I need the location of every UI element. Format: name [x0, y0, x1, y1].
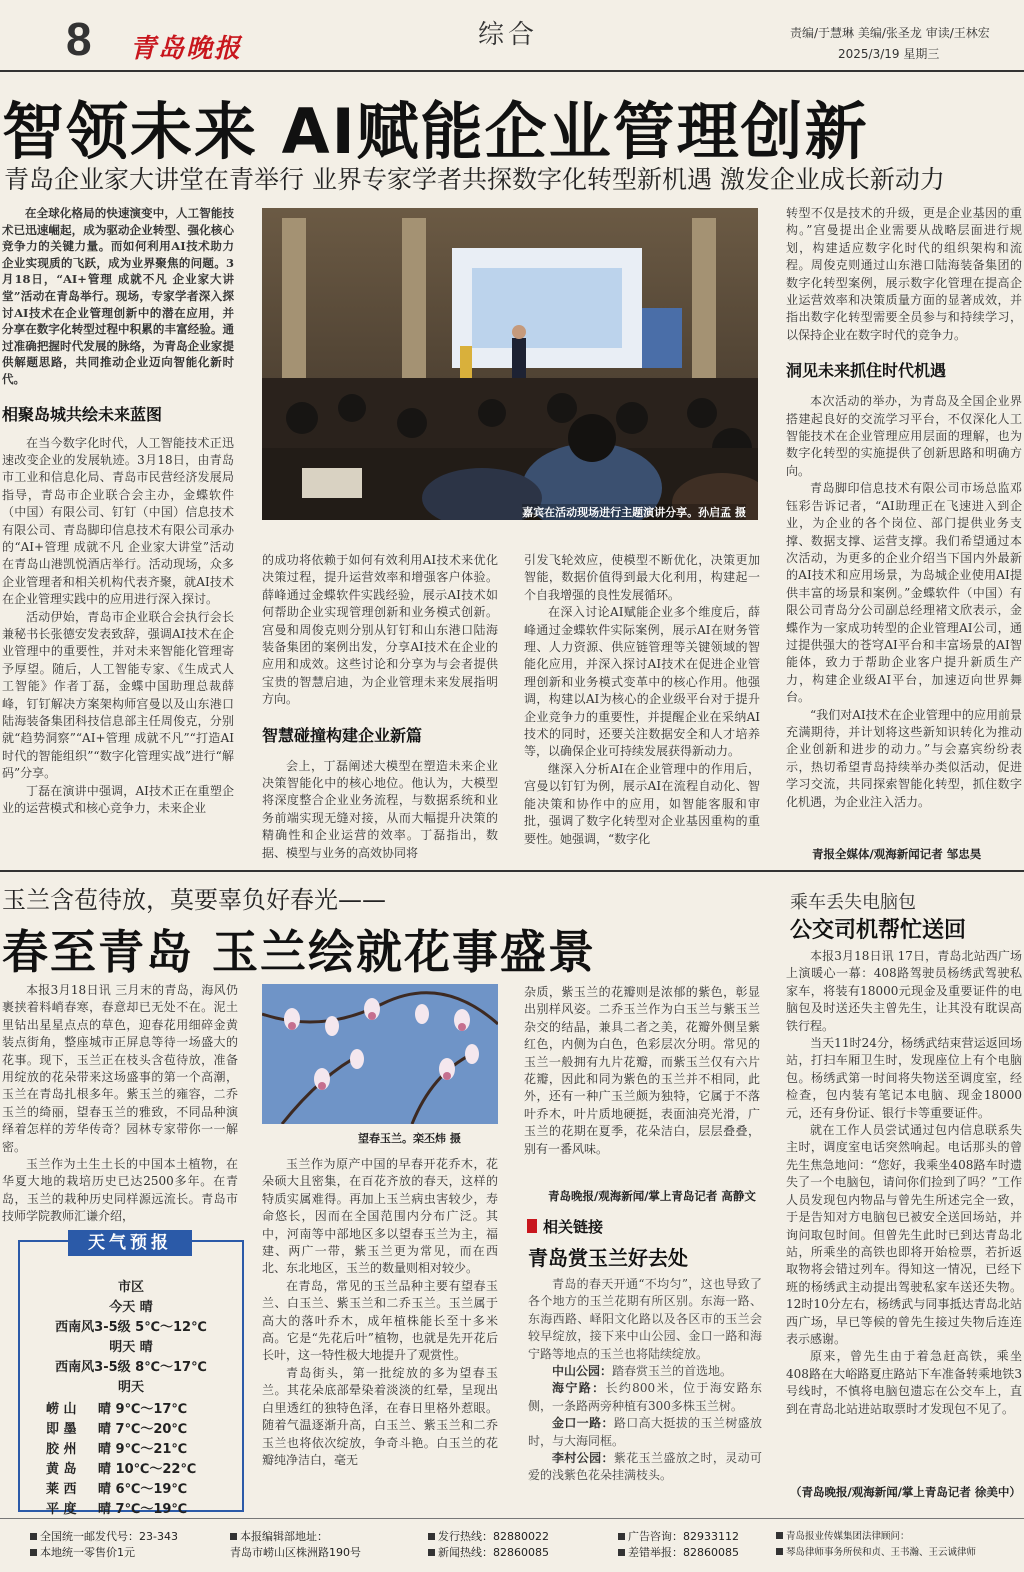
weather-city-row [20, 1398, 242, 1417]
footer-item [30, 1544, 135, 1560]
story1-column-4 [786, 205, 1022, 845]
newspaper-logo: 青岛晚报 [130, 34, 243, 64]
footer-text: 青岛市崂山区株洲路190号 [230, 1546, 361, 1559]
magnolia-photo-illustration [262, 984, 498, 1124]
weather-city-forecast: 晴 7℃～19℃ [98, 1502, 188, 1517]
weather-title: 天气预报 [68, 1230, 192, 1256]
spot-item [528, 1380, 762, 1415]
magnolia-photo-caption: 望春玉兰。栾丕炜 摄 [358, 1132, 461, 1145]
masthead-rule [0, 70, 1024, 72]
section-name: 综合 [478, 20, 539, 50]
weather-city-name: 黄 岛 [46, 1462, 77, 1477]
spot-desc: 紫花玉兰盛放之时，灵动可爱的浅紫色花朵挂满枝头。 [528, 1451, 762, 1483]
footer-text: 琴岛律师事务所侯和贞、王书瀚、王云诚律师 [786, 1547, 977, 1558]
section-heading-3: 洞见未来抓住时代机遇 [786, 361, 947, 381]
weather-box [18, 1233, 244, 1517]
conference-photo-illustration [262, 208, 758, 520]
spot-item [528, 1415, 762, 1450]
story2-column-1 [2, 982, 238, 1228]
story2-headline: 春至青岛 玉兰绘就花事盛景 [2, 925, 597, 979]
paragraph: 引发飞轮效应，使模型不断优化，决策更加智能，数据价值得到最大化利用，构建起一个自我增强的良性发展循环。 [524, 553, 760, 602]
bullet-icon [776, 1532, 783, 1539]
paragraph: 在当今数字化时代，人工智能技术正迅速改变企业的发展轨迹。3月18日，由青岛市工业和信息化局、青岛市民营经济发展局指导，青岛市企业联合会主办，金蝶软件（中国）有限公司、钉钉（中国）信息技术有限公司、青岛脚印信息技术有限公司承办的“AI+管理 成就不凡 企业家大讲堂”活动在青岛山港凯悦酒店举行。活动现场，众多企业管理者和相关机构代表齐聚，就AI技术在企业管理实践中的应用进行深入探讨。 [2, 435, 234, 607]
paragraph: 本报3月18日讯 17日，青岛北站西广场上演暖心一幕：408路驾驶员杨绣武驾驶私家车，将装有18000元现金及重要证件的电脑包及时送还失主曾先生，让其没有耽误高铁行程。 [786, 949, 1022, 1033]
story-separator [0, 870, 1024, 872]
story1-lead: 在全球化格局的快速演变中，人工智能技术已迅速崛起，成为驱动企业转型、强化核心竞争力的关键力量。而如何利用AI技术助力企业实现质的飞跃，成为业界聚焦的问题。3月18日，“AI+管理 成就不凡 企业家大讲堂”活动在青岛举行。现场，专家学者深入探讨AI技术在企业管理创新中的潜在应用，并分享在数字化转型过程中积累的丰富经验。通过准确把握时代发展的脉络，为青岛企业家提供解题思路，共同推动企业迈向智能化新时代。 [2, 206, 234, 386]
paragraph: 原来，曾先生由于着急赶高铁，乘坐408路在大峪路夏庄路站下车准备转乘地铁3号线时，不慎将电脑包遗忘在公交车上，直到在青岛北站进站取票时才发现包不见了。 [786, 1349, 1022, 1416]
bullet-icon [618, 1549, 625, 1556]
story3-column [786, 948, 1022, 1484]
paragraph: 丁磊在演讲中强调，AI技术正在重塑企业的运营模式和核心竞争力，未来企业 [2, 783, 234, 816]
footer-text: 发行热线：82880022 [438, 1530, 549, 1543]
spot-name: 中山公园： [552, 1364, 613, 1379]
spot-item [528, 1450, 762, 1485]
footer-item [230, 1544, 361, 1560]
weather-today: 今天 晴 [109, 1300, 153, 1315]
paragraph: 青岛脚印信息技术有限公司市场总监邓钰彩告诉记者，“AI助理正在飞速进入到企业，为企业的各个岗位、部门提供业务支撑、数据支撑、运营支撑。我们希望通过本次活动，为更多的企业介绍当下国内外最新的AI技术和应用场景，为岛城企业使用AI提供丰富的场景和案例。”金蝶软件（中国）有限公司青岛分公司副总经理褚文欣表示，金蝶作为一家成功转型的企业管理AI公司，通过提供强大的苍穹AI平台和丰富场景的AI智能体，致力于帮助企业客户提升新质生产力，构建企业级AI平台，加速迈向世界舞台。 [786, 481, 1022, 705]
spot-desc: 路口高大挺拔的玉兰树盛放时，与大海同框。 [528, 1416, 762, 1448]
story2-byline: 青岛晚报/观海新闻/掌上青岛记者 高静文 [548, 1189, 756, 1203]
footer-item [428, 1528, 549, 1544]
related-title: 青岛赏玉兰好去处 [528, 1246, 688, 1270]
paragraph: “我们对AI技术在企业管理中的应用前景充满期待，并计划将这些新知识转化为推动企业创新和进步的动力。”与会嘉宾纷纷表示，热切希望青岛持续举办类似活动，促进学习交流，共同探索智能化转型，抓住数字化机遇，为企业注入活力。 [786, 707, 1022, 809]
footer-text: 新闻热线：82860085 [438, 1546, 549, 1559]
weather-today-detail: 西南风3-5级 5℃～12℃ [55, 1320, 207, 1335]
section-heading-1: 相聚岛城共绘未来蓝图 [2, 404, 163, 424]
red-square-icon [527, 1219, 537, 1233]
paragraph: 本次活动的举办，为青岛及全国企业界搭建起良好的交流学习平台，不仅深化人工智能技术在企业管理应用层面的理解，也为数字化转型的实施提供了创新思路和明确方向。 [786, 394, 1022, 478]
spot-name: 海宁路： [552, 1381, 606, 1396]
paragraph: 就在工作人员尝试通过包内信息联系失主时，调度室电话突然响起。电话那头的曾先生焦急地问：“您好，我乘坐408路车时遗失了一个电脑包，请问你们捡到了吗？”工作人员发现包内物品与曾先生所述完全一致，于是告知对方电脑包已被安全送回场站，并询问取包时间。但曾先生此时已到达青岛北站，所乘坐的高铁也即将开始检票，若折返取物将会错过列车。得知这一情况，已经下班的杨绣武主动提出驾驶私家车送还失物。12时10分左右，杨绣武与同事抵达青岛北站西广场，早已等候的曾先生接过失物后连连表示感谢。 [786, 1123, 1022, 1346]
footer-text: 本地统一零售价1元 [40, 1546, 135, 1559]
main-subheadline: 青岛企业家大讲堂在青举行 业界专家学者共探数字化转型新机遇 激发企业成长新动力 [4, 165, 945, 194]
footer-item [30, 1528, 178, 1544]
footer-text: 广告咨询：82933112 [628, 1530, 739, 1543]
weather-city-name: 即 墨 [46, 1422, 77, 1437]
story3-byline: （青岛晚报/观海新闻/掌上青岛记者 徐美中） [790, 1485, 1021, 1499]
footer-item [776, 1528, 910, 1542]
spot-desc: 长约800米，位于海安路东侧，一条路两旁种植有300多株玉兰树。 [528, 1381, 762, 1413]
spot-item [528, 1363, 762, 1380]
story2-column-2 [262, 1156, 498, 1508]
paragraph: 当天11时24分，杨绣武结束营运返回场站，打扫车厢卫生时，发现座位上有个电脑包。杨绣武第一时间将失物送至调度室，经检查，包内装有笔记本电脑、现金18000元，还有身份证、银行卡等重要证件。 [786, 1036, 1022, 1120]
story2-column-3 [524, 984, 760, 1188]
related-content [528, 1276, 762, 1506]
footer-text: 本报编辑部地址： [240, 1530, 328, 1543]
weather-tomorrow-heading: 明天 [117, 1380, 144, 1395]
story2-kicker: 玉兰含苞待放，莫要辜负好春光—— [2, 886, 386, 914]
page-number: 8 [66, 13, 92, 65]
paragraph: 玉兰作为原产中国的早春开花乔木，花朵硕大且密集，在百花齐放的春天，这样的特质实属难得。再加上玉兰病虫害较少，寿命悠长，因而在全国范围内分布广泛。其中，河南等中部地区多以望春玉兰为主，福建、两广一带，紫玉兰更为常见，而在西北、东北地区，玉兰的数量则相对较少。 [262, 1157, 498, 1276]
spot-list [528, 1363, 762, 1485]
paragraph: 青岛街头，第一批绽放的多为望春玉兰。其花朵底部晕染着淡淡的红晕，呈现出白里透红的独特色泽，在春日里格外惹眼。随着气温逐渐升高，白玉兰、紫玉兰和二乔玉兰也将依次绽放，争奇斗艳。白玉兰的花瓣纯净洁白，毫无 [262, 1365, 498, 1467]
weather-city-name: 平 度 [46, 1502, 77, 1517]
paragraph: 活动伊始，青岛市企业联合会执行会长兼秘书长张德安发表致辞，强调AI技术在企业管理中的重要性，并对未来智能化管理寄予厚望。随后，人工智能专家、《生成式人工智能》作者丁磊，金蝶中国助理总裁薛峰，钉钉解决方案架构师宫曼以及山东港口陆海装备集团科技信息部主任周俊克，分别就“趋势洞察”“AI+管理 成就不凡”“打造AI时代的智能组织”“数字化管理实战”进行“解码”分享。 [2, 609, 234, 781]
bullet-icon [30, 1549, 37, 1556]
bullet-icon [230, 1533, 237, 1540]
weather-city-forecast: 晴 10℃～22℃ [98, 1462, 197, 1477]
spot-desc: 踏春赏玉兰的首选地。 [612, 1364, 733, 1379]
weather-city-name: 崂 山 [46, 1402, 77, 1417]
weather-tomorrow: 明天 晴 [109, 1340, 153, 1355]
paragraph: 继深入分析AI在企业管理中的作用后，宫曼以钉钉为例，展示AI在流程自动化、智能决策和协作中的应用，如智能客服和审批，强调了数字化转型对企业基因重构的重要性。她强调，“数字化 [524, 761, 760, 846]
weather-city-forecast: 晴 9℃～21℃ [98, 1442, 188, 1457]
magnolia-photo [262, 984, 498, 1124]
weather-city-row [20, 1458, 242, 1477]
weather-city-forecast: 晴 7℃～20℃ [98, 1422, 188, 1437]
section-heading-2: 智慧碰撞构建企业新篇 [262, 725, 423, 745]
conference-photo [262, 208, 758, 520]
paragraph: 会上，丁磊阐述大模型在塑造未来企业决策智能化中的核心地位。他认为，大模型将深度整合企业业务流程，与数据系统和业务前端实现无缝对接，从而大幅提升决策的精确性和企业运营的效率。丁磊指出，数据、模型与业务的高效协同将 [262, 758, 498, 860]
paragraph: 的成功将依赖于如何有效利用AI技术来优化决策过程，提升运营效率和增强客户体验。薛峰通过金蝶软件实践经验，展示AI技术如何帮助企业实现管理创新和业务模式创新。宫曼和周俊克则分别从钉钉和山东港口陆海装备集团的案例出发，分享AI技术在企业的应用和成效。这些讨论和分享为与会者提供宝贵的智慧启迪，为企业管理未来发展指明方向。 [262, 553, 498, 707]
footer-text: 差错举报：82860085 [628, 1546, 739, 1559]
footer-rule [0, 1518, 1024, 1519]
paragraph: 青岛的春天开通“不均匀”，这也导致了各个地方的玉兰花期有所区别。东海一路、东海西路、峄阳文化路以及各区市的玉兰会较早绽放，接下来中山公园、金口一路和海宁路等地点的玉兰也将陆续绽放。 [528, 1277, 762, 1361]
footer-text: 全国统一邮发代号：23-343 [40, 1530, 178, 1543]
footer [0, 1524, 1024, 1572]
editor-credits: 责编/于慧琳 美编/张圣龙 审读/王林宏 [790, 26, 990, 40]
paragraph: 在青岛，常见的玉兰品种主要有望春玉兰、白玉兰、紫玉兰和二乔玉兰。玉兰属于高大的落叶乔木，成年植株能长至十多米高。它是“先花后叶”植物，也就是先开花后长叶，这一特性极大地提升了观赏性。 [262, 1278, 498, 1363]
weather-city-row [20, 1498, 242, 1517]
bullet-icon [428, 1549, 435, 1556]
footer-item [230, 1528, 328, 1544]
photo-caption: 嘉宾在活动现场进行主题演讲分享。孙启孟 摄 [522, 506, 746, 519]
weather-area: 市区 [117, 1280, 144, 1295]
weather-city-forecast: 晴 6℃～19℃ [98, 1482, 188, 1497]
footer-text: 青岛报业传媒集团法律顾问： [786, 1531, 910, 1542]
bullet-icon [428, 1533, 435, 1540]
weather-city-row [20, 1418, 242, 1437]
paragraph: 在深入讨论AI赋能企业多个维度后，薛峰通过金蝶软件实际案例，展示AI在财务管理、人力资源、供应链管理等关键领域的智能化应用，并深入探讨AI技术在促进企业管理创新和业务模式变革中的核心作用。他强调，构建以AI为核心的企业级平台对于提升企业竞争力的重要性，并提醒企业在采纳AI技术的同时，还要关注数据安全和人才培养等，以确保企业可持续发展获得新动力。 [524, 605, 760, 759]
story1-column-1 [2, 205, 234, 865]
weather-city-name: 莱 西 [46, 1482, 77, 1497]
weather-tomorrow-detail: 西南风3-5级 8℃～17℃ [55, 1360, 207, 1375]
story1-byline: 青报全媒体/观海新闻记者 邹忠昊 [812, 847, 982, 861]
issue-date: 2025/3/19 星期三 [838, 47, 940, 61]
story3-headline: 公交司机帮忙送回 [790, 918, 967, 943]
related-link-label: 相关链接 [527, 1216, 603, 1237]
footer-item [776, 1544, 976, 1558]
weather-city-row [20, 1478, 242, 1497]
footer-item [618, 1528, 739, 1544]
story1-column-2 [262, 552, 498, 864]
footer-item [428, 1544, 549, 1560]
weather-city-forecast: 晴 9℃～17℃ [98, 1402, 188, 1417]
paragraph: 杂质，紫玉兰的花瓣则是浓郁的紫色，彰显出别样风姿。二乔玉兰作为白玉兰与紫玉兰杂交的结晶，兼具二者之美，花瓣外侧呈紫红色，内侧为白色，色彩层次分明。常见的玉兰一般拥有九片花瓣，而紫玉兰仅有六片花瓣，因此和同为紫色的玉兰并不相同，此外，还有一种广玉兰颇为独特，它属于不落叶乔木，叶片质地硬挺，表面油亮光滑，广玉兰的花期在夏季，花朵洁白，层层叠叠，别有一番风味。 [524, 985, 760, 1156]
spot-name: 金口一路： [552, 1416, 614, 1431]
bullet-icon [776, 1548, 783, 1555]
bullet-icon [618, 1533, 625, 1540]
footer-item [618, 1544, 739, 1560]
bullet-icon [30, 1533, 37, 1540]
story3-kicker: 乘车丢失电脑包 [790, 892, 916, 913]
paragraph: 本报3月18日讯 三月末的青岛，海风仍裹挟着料峭春寒，春意却已无处不在。泥土里钻出星星点点的草色，迎春花用细碎金黄装点街角，整座城市正屏息等待一场盛大的花事。现下，玉兰正在枝头含苞待放，准备用绽放的花朵带来这场盛事的第一个高潮，玉兰在青岛扎根多年。紫玉兰的雍容，二乔玉兰的绮丽，望春玉兰的雅致，不同品种演绎着怎样的芳华传奇？园林专家带你一一解密。 [2, 983, 238, 1154]
paragraph: 转型不仅是技术的升级，更是企业基因的重构。”宫曼提出企业需要从战略层面进行规划，构建适应数字化时代的组织架构和流程。周俊克则通过山东港口陆海装备集团的数字化转型案例，展示数字化管理在提高企业运营效率和决策质量方面的显著成效，并指出数字化转型需要全员参与和持续学习，以保持企业在数字时代的竞争力。 [786, 206, 1022, 342]
weather-city-row [20, 1438, 242, 1457]
spot-name: 李村公园： [552, 1451, 614, 1466]
story1-column-3 [524, 552, 760, 864]
main-headline: 智领未来 AI赋能企业管理创新 [2, 95, 869, 168]
paragraph: 玉兰作为土生土长的中国本土植物，在华夏大地的栽培历史已达2500多年。在青岛，玉兰的栽种历史同样源远流长。青岛市技师学院教师汇谦介绍， [2, 1157, 238, 1224]
weather-city-name: 胶 州 [46, 1442, 77, 1457]
